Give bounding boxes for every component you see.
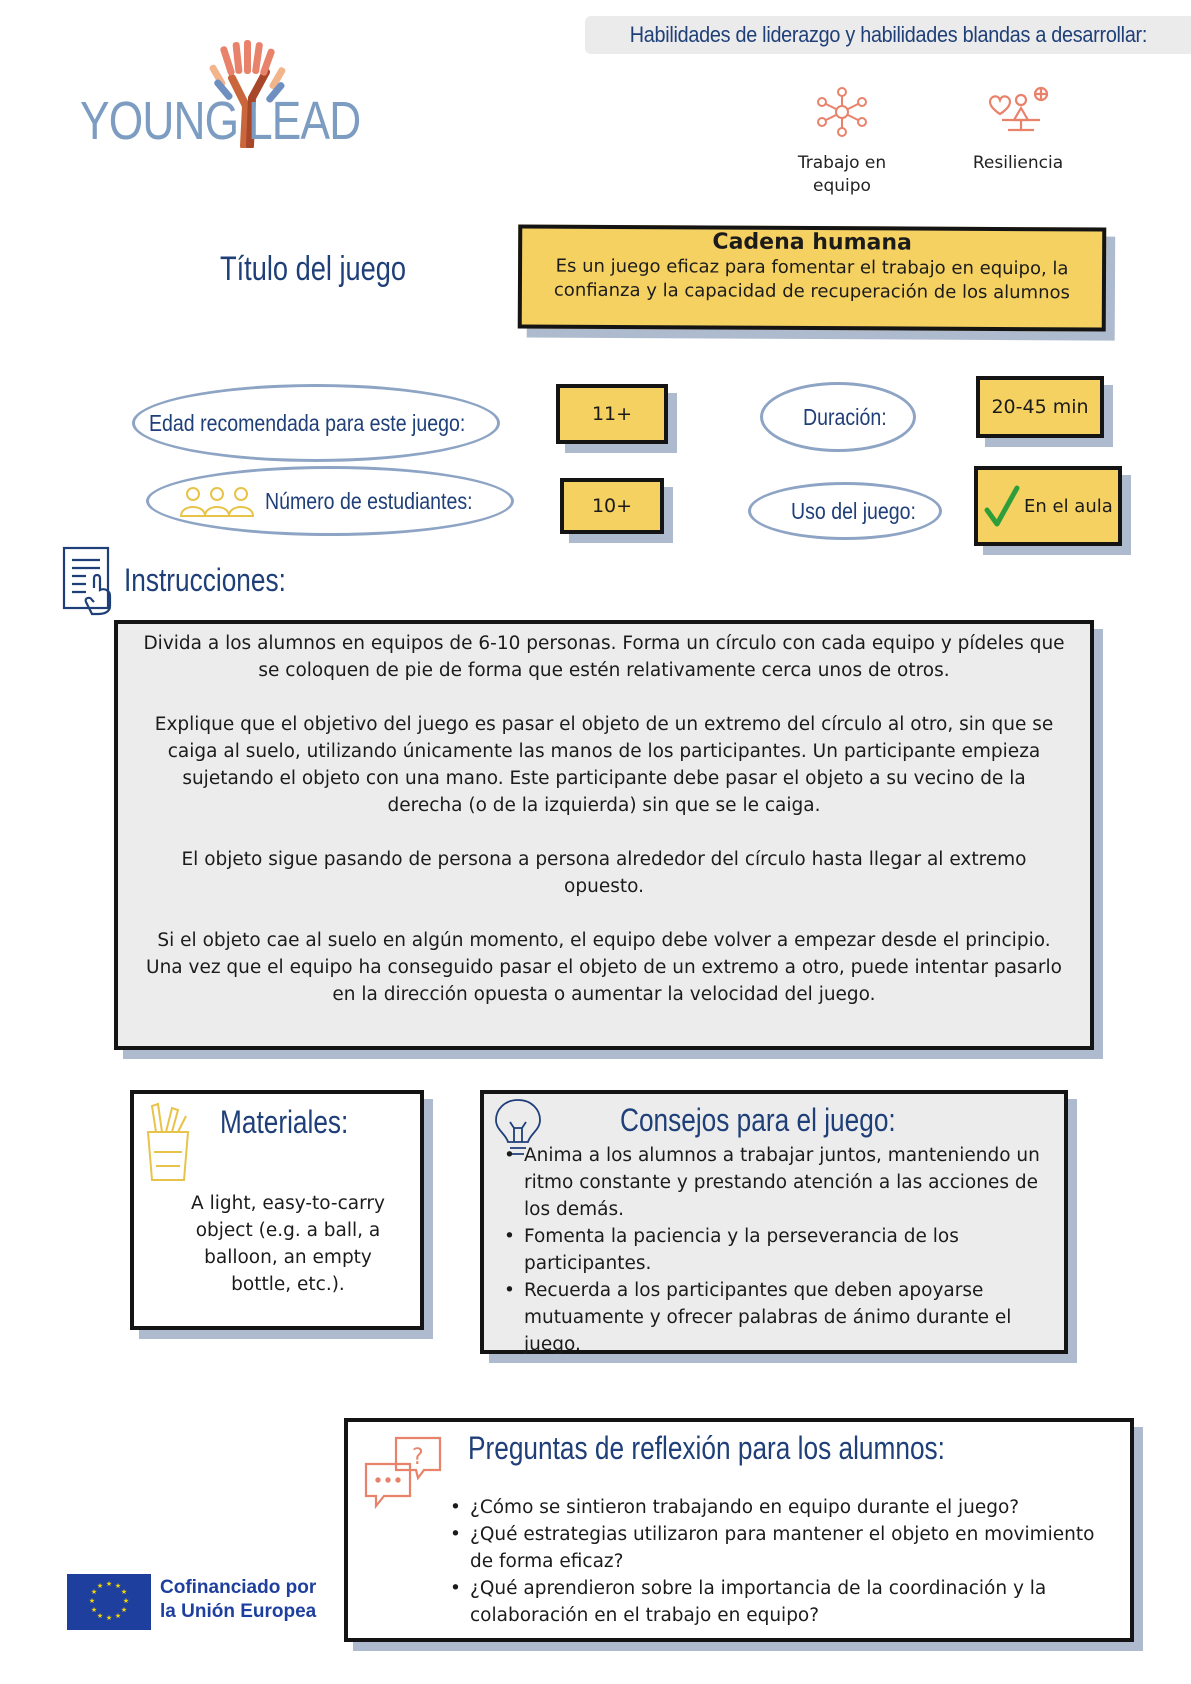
svg-text:★: ★ [90,1588,98,1596]
svg-text:★: ★ [114,1582,122,1590]
tips-box [480,1090,1068,1354]
eu-cofunded-text [160,1576,316,1624]
speech-bubbles-icon [362,1434,446,1516]
skill-teamwork [770,82,910,202]
logo-young: YOUNG [80,91,239,151]
eu-line-1: Cofinanciado por [160,1577,317,1598]
tip-item: • Anima a los alumnos a trabajar juntos, manteniendo un ritmo constante y prestando atención a las acciones de los demás. [500,1142,1048,1223]
people-group-icon [179,484,255,518]
materials-text: A light, easy-to-carry object (e.g. a ball, a balloon, an empty bottle, etc.). [191,1193,385,1295]
svg-text:★: ★ [114,1612,122,1620]
svg-text:★: ★ [105,1580,113,1588]
teamwork-icon [812,82,872,142]
skills-banner [585,16,1191,54]
use-value-note [974,466,1122,546]
reflection-list [446,1494,1122,1629]
use-label: Uso del juego: [791,497,916,524]
game-title-card [518,224,1107,331]
instructions-box [114,620,1094,1050]
use-value: En el aula [1024,495,1113,517]
reflection-item: • ¿Cómo se sintieron trabajando en equipo durante el juego? [446,1494,1122,1521]
age-label: Edad recomendada para este juego: [149,409,466,436]
use-value-row [978,470,1118,542]
reflection-box [344,1418,1134,1642]
instructions-document-icon [60,544,118,616]
instructions-heading: Instrucciones: [124,562,286,598]
svg-text:★: ★ [90,1606,98,1614]
instructions-p4: Si el objeto cae al suelo en algún momento, el equipo debe volver a empezar desde el principio. [157,930,1051,951]
students-label-oval [146,466,514,536]
eu-line-2: la Unión Europea [160,1601,317,1622]
tip-item: • Recuerda a los participantes que deben apoyarse mutuamente y ofrecer palabras de ánimo durante el juego. [500,1277,1048,1358]
reflection-item: • ¿Qué aprendieron sobre la importancia de la coordinación y la colaboración en el trabajo en equipo? [446,1575,1122,1629]
students-label: Número de estudiantes: [265,487,473,514]
instructions-p2: Explique que el objetivo del juego es pasar el objeto de un extremo del círculo al otro, sin que se caiga al suelo, utilizando únicamente las manos de los participantes. Un participante empieza sujetando el objeto con una mano. Este participante debe pasar el objeto a su vecino de la derecha (o de la izquierda) sin que se le caiga. [154,714,1054,816]
duration-value-note [976,376,1104,438]
pencil-cup-icon [142,1102,194,1184]
eu-flag [67,1574,151,1630]
logo-lead: LEAD [248,91,361,151]
instructions-p1: Divida a los alumnos en equipos de 6-10 personas. Forma un círculo con cada equipo y pídeles que se coloquen de pie de forma que estén relativamente cerca unos de otros. [143,633,1065,681]
tip-item: • Fomenta la paciencia y la perseverancia de los participantes. [500,1223,1048,1277]
students-value-note [560,478,664,534]
eu-stars-icon [67,1574,151,1630]
svg-text:★: ★ [96,1582,104,1590]
skill-label-resilience: Resiliencia [972,153,1064,173]
svg-text:★: ★ [88,1597,96,1605]
svg-text:★: ★ [96,1612,104,1620]
tips-list [500,1142,1048,1358]
svg-text:★: ★ [105,1614,113,1622]
checkmark-icon [984,484,1020,528]
skill-label-teamwork: Trabajo en equipo [797,153,887,196]
duration-label-oval [760,382,916,452]
materials-box [130,1090,424,1330]
young-lead-logo [80,38,360,158]
age-value: 11+ [591,403,633,425]
students-value: 10+ [591,495,633,517]
age-label-oval [132,384,500,462]
svg-text:★: ★ [120,1606,128,1614]
reflection-item: • ¿Qué estrategias utilizaron para mantener el objeto en movimiento de forma eficaz? [446,1521,1122,1575]
use-label-oval [748,482,942,540]
age-value-note [556,384,668,444]
instructions-p5: Una vez que el equipo ha conseguido pasar el objeto de un extremo a otro, puede intentar pasarlo en la dirección opuesta o aumentar la velocidad del juego. [146,957,1062,1005]
duration-value: 20-45 min [991,396,1089,418]
reflection-heading: Preguntas de reflexión para los alumnos: [468,1430,945,1466]
instructions-p3: El objeto sigue pasando de persona a persona alrededor del círculo hasta llegar al extremo opuesto. [181,849,1027,897]
svg-text:★: ★ [122,1597,130,1605]
materials-heading: Materiales: [220,1104,349,1140]
skill-resilience [948,82,1088,172]
game-description: Es un juego eficaz para fomentar el trabajo en equipo, la confianza y la capacidad de recuperación de los alumnos [553,255,1070,304]
duration-label: Duración: [803,403,887,430]
tips-heading: Consejos para el juego: [620,1102,896,1138]
skills-banner-text: Habilidades de liderazgo y habilidades blandas a desarrollar: [629,22,1147,47]
svg-text:?: ? [412,1445,424,1470]
svg-text:★: ★ [120,1588,128,1596]
game-title: Cadena humana [712,229,912,256]
game-title-label: Título del juego [220,250,406,288]
resilience-icon [988,86,1054,142]
